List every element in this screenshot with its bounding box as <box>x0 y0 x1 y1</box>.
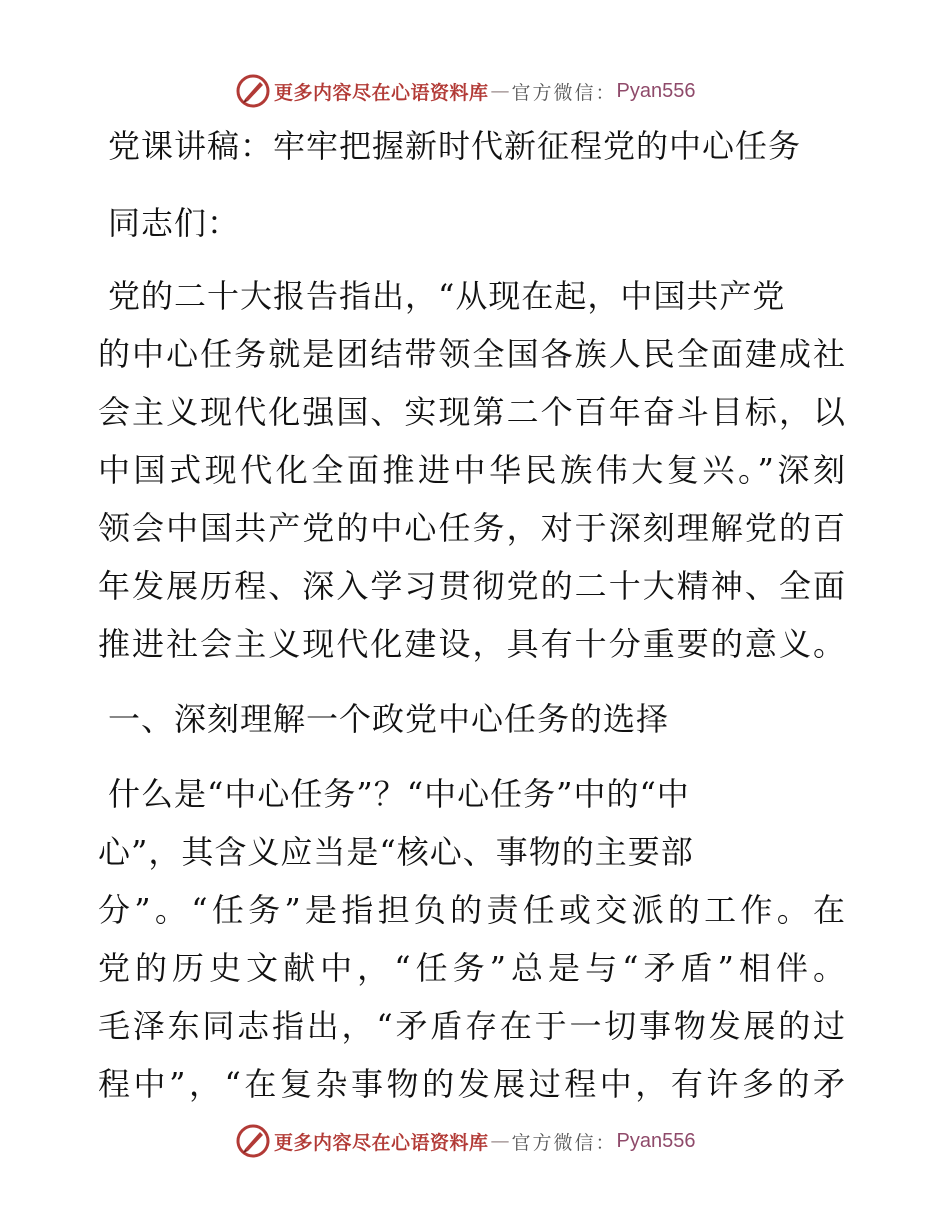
footer-watermark <box>236 1124 696 1158</box>
paragraph-line: 毛泽东同志指出，“矛盾存在于一切事物发展的过 <box>98 1007 846 1045</box>
greeting: 同志们： <box>108 204 241 242</box>
paragraph-line: 党的历史文献中，“任务”总是与“矛盾”相伴。 <box>98 949 846 987</box>
paragraph-line: 推进社会主义现代化建设，具有十分重要的意义。 <box>98 625 846 663</box>
watermark-wechat-id: Pyan556 <box>616 1129 696 1152</box>
pen-logo-icon <box>236 1124 270 1158</box>
watermark-brand: 更多内容尽在心语资料库 <box>274 81 489 104</box>
paragraph-line: 中国式现代化全面推进中华民族伟大复兴。”深刻 <box>98 451 846 489</box>
paragraph-line: 分”。“任务”是指担负的责任或交派的工作。在 <box>98 891 846 929</box>
watermark-wechat-id: Pyan556 <box>616 79 696 102</box>
header-watermark <box>236 74 696 108</box>
watermark-brand: 更多内容尽在心语资料库 <box>274 1131 489 1154</box>
watermark-dash: — <box>490 80 510 102</box>
document-title: 党课讲稿：牢牢把握新时代新征程党的中心任务 <box>108 127 802 165</box>
section-heading: 一、深刻理解一个政党中心任务的选择 <box>108 700 670 738</box>
paragraph-line: 心”，其含义应当是“核心、事物的主要部 <box>98 833 694 871</box>
paragraph-line: 年发展历程、深入学习贯彻党的二十大精神、全面 <box>98 567 846 605</box>
paragraph-line: 党的二十大报告指出，“从现在起，中国共产党 <box>108 277 786 315</box>
paragraph-line: 领会中国共产党的中心任务，对于深刻理解党的百 <box>98 509 846 547</box>
paragraph-line: 什么是“中心任务”？“中心任务”中的“中 <box>108 775 690 813</box>
paragraph-line: 程中”，“在复杂事物的发展过程中，有许多的矛 <box>98 1065 846 1103</box>
watermark-official-label: 官方微信： <box>511 81 617 104</box>
paragraph-line: 会主义现代化强国、实现第二个百年奋斗目标，以 <box>98 393 846 431</box>
watermark-dash: — <box>490 1130 510 1152</box>
paragraph-line: 的中心任务就是团结带领全国各族人民全面建成社 <box>98 335 846 373</box>
pen-logo-icon <box>236 74 270 108</box>
watermark-official-label: 官方微信： <box>511 1131 617 1154</box>
